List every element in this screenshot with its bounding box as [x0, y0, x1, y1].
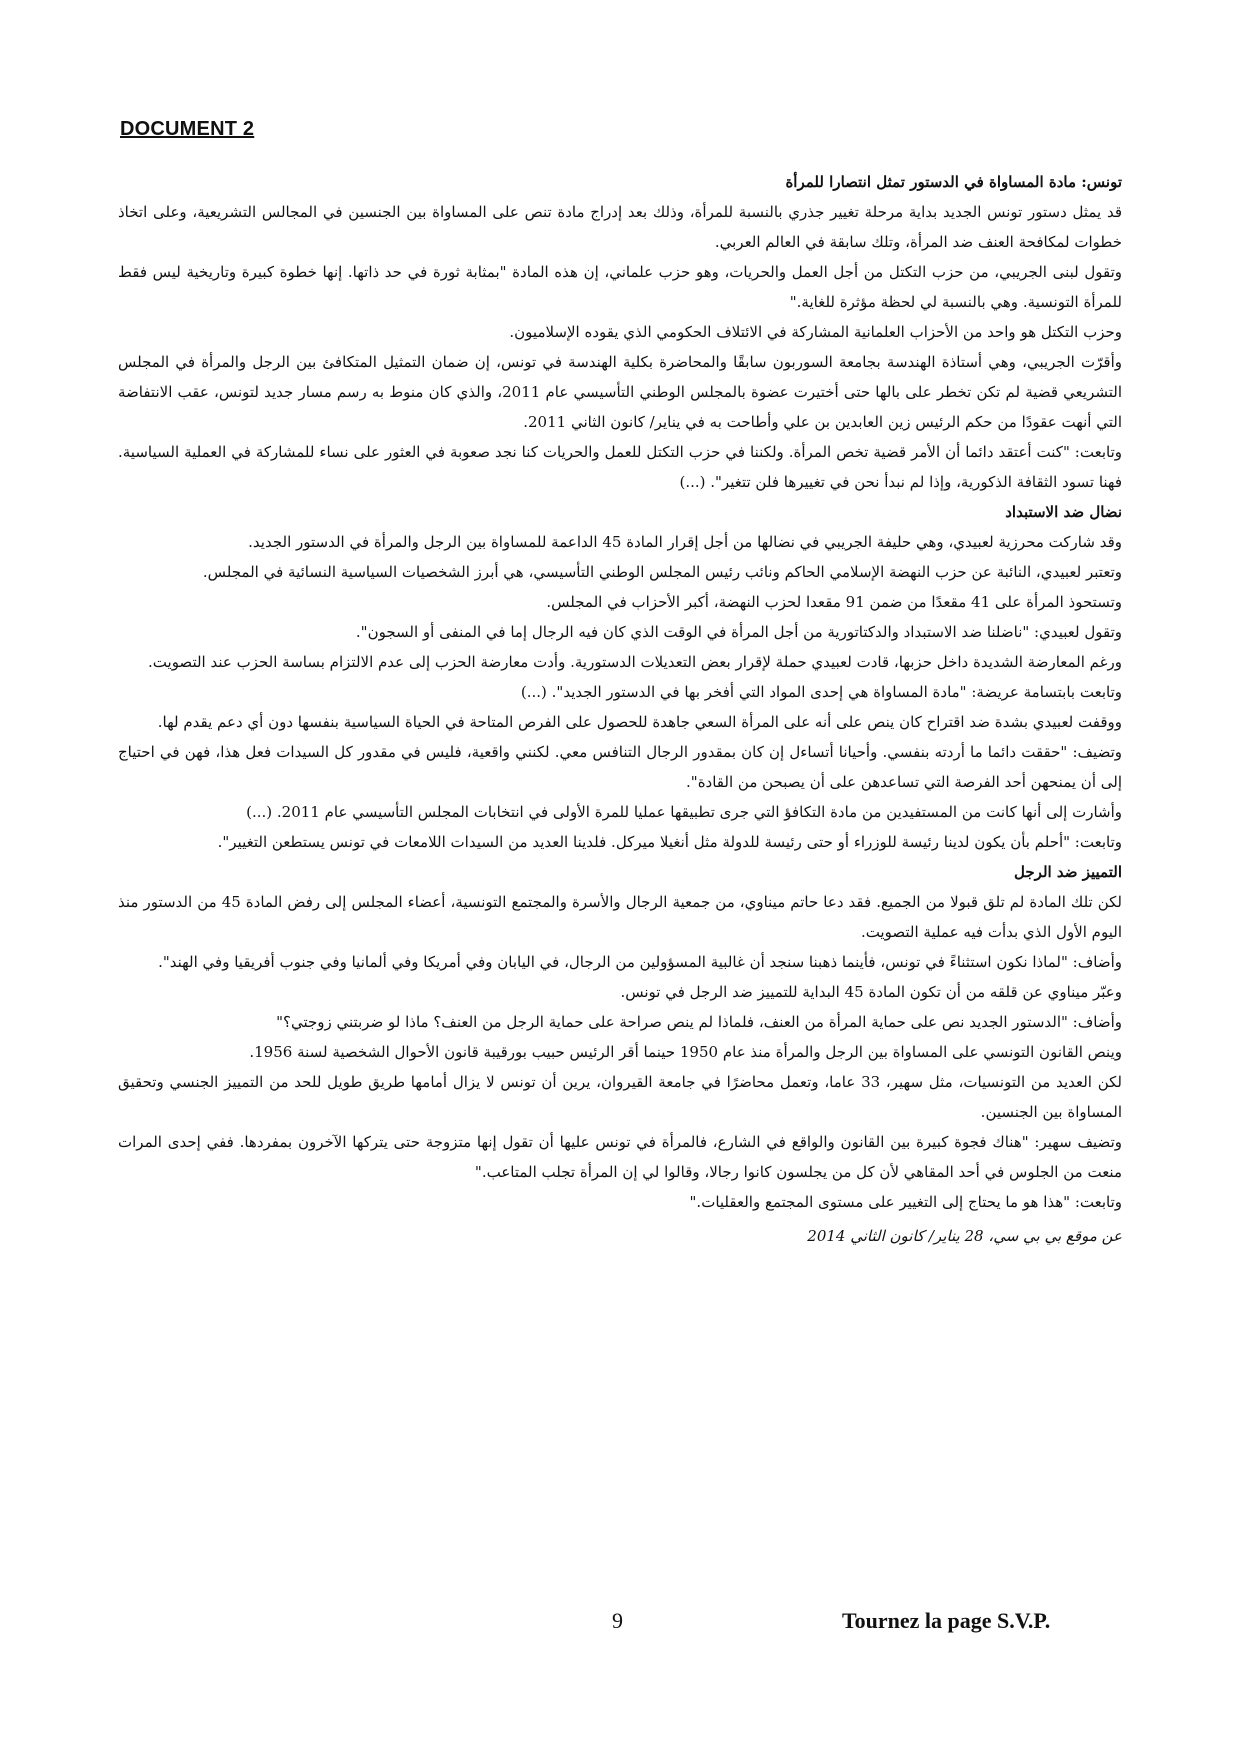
paragraph: وتستحوذ المرأة على 41 مقعدًا من ضمن 91 مقعدا لحزب النهضة، أكبر الأحزاب في المجلس. — [546, 593, 1122, 611]
paragraph: ورغم المعارضة الشديدة داخل حزبها، قادت لعبيدي حملة لإقرار بعض التعديلات الدستورية. وأدت معارضة الحزب إلى عدم الالتزام بساسة الحزب عند التصويت. — [148, 653, 1122, 671]
turn-page-note: Tournez la page S.V.P. — [842, 1608, 1051, 1633]
paragraph: وتعتبر لعبيدي، النائبة عن حزب النهضة الإسلامي الحاكم ونائب رئيس المجلس الوطني التأسيسي، هي أبرز الشخصيات السياسية النسائية في المجلس. — [202, 563, 1122, 581]
paragraph: وتابعت: "أحلم بأن يكون لدينا رئيسة للوزراء أو حتى رئيسة للدولة مثل أنغيلا ميركل. فلدينا العديد من السيدات اللامعات في تونس يستطعن التغيير". — [217, 833, 1122, 851]
paragraph: وأضاف: "الدستور الجديد نص على حماية المرأة من العنف، فلماذا لم ينص صراحة على حماية الرجل من العنف؟ ماذا لو ضربتني زوجتي؟" — [276, 1013, 1122, 1031]
paragraph: لكن تلك المادة لم تلق قبولا من الجميع. فقد دعا حاتم ميناوي، من جمعية الرجال والأسرة والمجتمع التونسية، أعضاء المجلس إلى رفض المادة 45 من الدستور منذ اليوم الأول الذي بدأت فيه عملية التصويت. — [118, 893, 1123, 941]
paragraph: وتقول لعبيدي: "ناضلنا ضد الاستبداد والدكتاتورية من أجل المرأة في الوقت الذي كان فيه الرجال إما في المنفى أو السجون". — [355, 623, 1122, 641]
section-heading: التمييز ضد الرجل — [1014, 863, 1122, 881]
paragraph: وتقول لبنى الجريبي، من حزب التكتل من أجل العمل والحريات، وهو حزب علماني، إن هذه المادة "بمثابة ثورة في حد ذاتها. إنها خطوة كبيرة وتاريخية ليس فقط للمرأة التونسية. وهي بالنسبة لي لحظة مؤثرة للغاية." — [118, 263, 1122, 311]
document-label: DOCUMENT 2 — [120, 118, 255, 140]
article-title: تونس: مادة المساواة في الدستور تمثل انتصارا للمرأة — [785, 173, 1122, 191]
paragraph: قد يمثل دستور تونس الجديد بداية مرحلة تغيير جذري بالنسبة للمرأة، وذلك بعد إدراج مادة تنص على المساواة بين الجنسين في المجالس التشريعية، وعلى اتخاذ خطوات لمكافحة العنف ضد المرأة، وتلك سابقة في العالم العربي. — [118, 203, 1122, 251]
page-number: 9 — [612, 1608, 623, 1633]
section-heading: نضال ضد الاستبداد — [1005, 503, 1122, 521]
paragraph: وتضيف: "حققت دائما ما أردته بنفسي. وأحيانا أتساءل إن كان بمقدور الرجال التنافس معي. لكنني واقعية، فليس في مقدور كل السيدات فعل هذا، فهن في احتياج إلى أن يمنحهن أحد الفرصة التي تساعدهن على أن يصبحن من القادة". — [118, 743, 1122, 791]
paragraph: وتابعت: "هذا هو ما يحتاج إلى التغيير على مستوى المجتمع والعقليات." — [689, 1193, 1122, 1211]
paragraph: وتابعت بابتسامة عريضة: "مادة المساواة هي إحدى المواد التي أفخر بها في الدستور الجديد". (...) — [520, 683, 1122, 701]
article-source: عن موقع بي بي سي، 28 يناير/ كانون الثاني 2014 — [807, 1227, 1122, 1245]
paragraph: وتضيف سهير: "هناك فجوة كبيرة بين القانون والواقع في الشارع، فالمرأة في تونس عليها أن تقول إنها متزوجة حتى يتركها الآخرون بمفردها. ففي إحدى المرات منعت من الجلوس في أحد المقاهي لأن كل من يجلسون كانوا رجالا، وقالوا لي إن المرأة تجلب المتاعب." — [118, 1133, 1122, 1181]
paragraph: لكن العديد من التونسيات، مثل سهير، 33 عاما، وتعمل محاضرًا في جامعة القيروان، يرين أن تونس لا يزال أمامها طريق طويل للحد من التمييز الجنسي وتحقيق المساواة بين الجنسين. — [118, 1073, 1123, 1121]
paragraph: وأقرّت الجريبي، وهي أستاذة الهندسة بجامعة السوربون سابقًا والمحاضرة بكلية الهندسة في تونس، إن ضمان التمثيل المتكافئ بين الرجل والمرأة في المجلس التشريعي قضية لم تكن تخطر على بالها حتى أختيرت عضوة بالمجلس الوطني التأسيسي عام 2011، والذي كان منوط به رسم مسار جديد لتونس، عقب الانتفاضة التي أنهت عقودًا من حكم الرئيس زين العابدين بن علي وأطاحت به في يناير/ كانون الثاني 2011. — [118, 353, 1123, 431]
paragraph: وحزب التكتل هو واحد من الأحزاب العلمانية المشاركة في الائتلاف الحكومي الذي يقوده الإسلاميون. — [509, 323, 1122, 341]
article-body — [118, 167, 1122, 1251]
paragraph: وأضاف: "لماذا نكون استثناءً في تونس، فأينما ذهبنا سنجد أن غالبية المسؤولين من الرجال، في اليابان وفي أمريكا وفي ألمانيا وفي جنوب أفريقيا وفي الهند". — [158, 953, 1122, 971]
paragraph: ووقفت لعبيدي بشدة ضد اقتراح كان ينص على أنه على المرأة السعي جاهدة للحصول على الفرص المتاحة في الحياة السياسية بنفسها دون أي دعم يقدم لها. — [157, 713, 1122, 731]
paragraph: وتابعت: "كنت أعتقد دائما أن الأمر قضية تخص المرأة. ولكننا في حزب التكتل للعمل والحريات كنا نجد صعوبة في العثور على نساء للمشاركة في العملية السياسية. فهنا تسود الثقافة الذكورية، وإذا لم نبدأ نحن في تغييرها فلن تتغير". (...) — [118, 443, 1122, 491]
paragraph: وأشارت إلى أنها كانت من المستفيدين من مادة التكافؤ التي جرى تطبيقها عمليا للمرة الأولى في انتخابات المجلس التأسيسي عام 2011. (...) — [246, 803, 1122, 821]
paragraph: وقد شاركت محرزية لعبيدي، وهي حليفة الجريبي في نضالها من أجل إقرار المادة 45 الداعمة للمساواة بين الرجل والمرأة في الدستور الجديد. — [248, 533, 1122, 551]
paragraph: وينص القانون التونسي على المساواة بين الرجل والمرأة منذ عام 1950 حينما أقر الرئيس حبيب بورقيبة قانون الأحوال الشخصية لسنة 1956. — [249, 1043, 1122, 1061]
paragraph: وعبّر ميناوي عن قلقه من أن تكون المادة 45 البداية للتمييز ضد الرجل في تونس. — [620, 983, 1122, 1001]
